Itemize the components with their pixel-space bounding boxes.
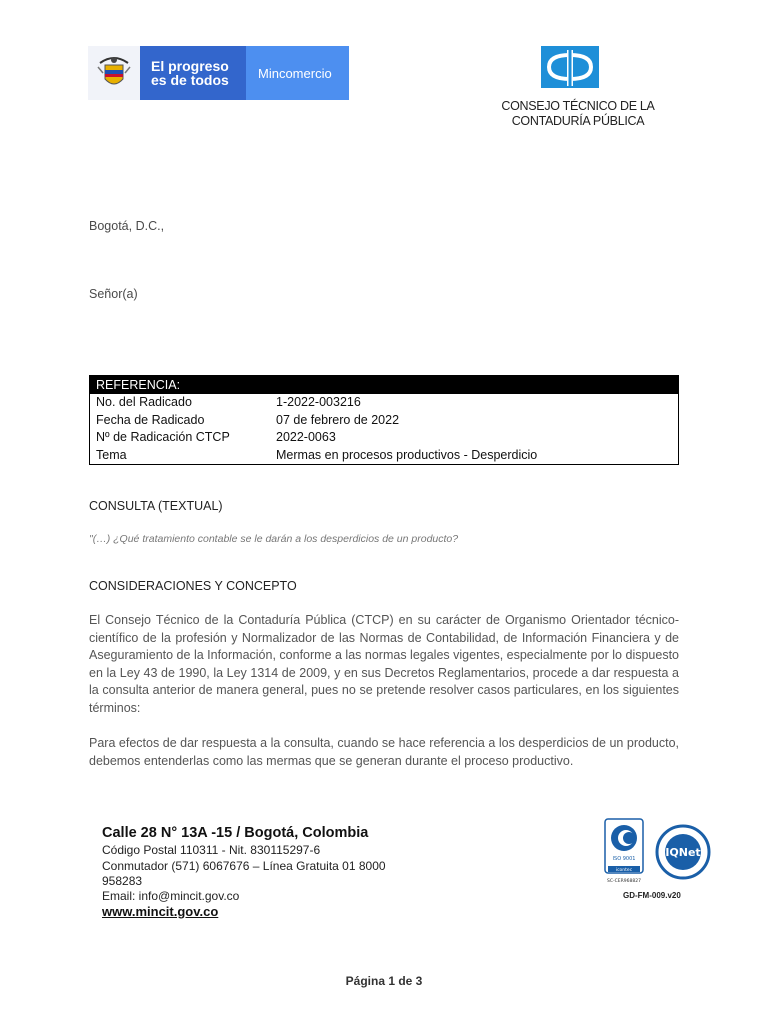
row-label: Nº de Radicación CTCP xyxy=(96,430,230,444)
government-logo xyxy=(88,46,349,100)
row-value: 2022-0063 xyxy=(276,430,336,444)
icontec-certification-icon xyxy=(604,818,644,886)
row-value: 1-2022-003216 xyxy=(276,395,361,409)
ctcp-name-line-2: CONTADURÍA PÚBLICA xyxy=(511,114,645,128)
footer-phone: Conmutador (571) 6067676 – Línea Gratuita 01 8000 xyxy=(102,859,386,873)
icontec-brand: icontec xyxy=(615,868,633,873)
consulta-heading: CONSULTA (TEXTUAL) xyxy=(89,499,223,513)
ministry-name: Mincomercio xyxy=(246,46,349,100)
consulta-quote: "(…) ¿Qué tratamiento contable se le darán a los desperdicios de un producto? xyxy=(89,533,459,545)
form-code: GD-FM-009.v20 xyxy=(623,891,681,900)
coat-of-arms-icon xyxy=(88,46,140,100)
reference-table xyxy=(89,375,679,465)
salutation: Señor(a) xyxy=(89,287,138,301)
footer-website-link[interactable]: www.mincit.gov.co xyxy=(102,904,219,919)
row-label: No. del Radicado xyxy=(96,395,192,409)
consideraciones-heading: CONSIDERACIONES Y CONCEPTO xyxy=(89,579,297,593)
reference-title: REFERENCIA: xyxy=(90,376,678,394)
slogan-line-2: es de todos xyxy=(151,72,229,88)
ctcp-name xyxy=(498,99,658,129)
ctcp-emblem-icon xyxy=(541,46,599,88)
location-line: Bogotá, D.C., xyxy=(89,219,165,233)
table-row xyxy=(90,429,678,447)
body-paragraph: Para efectos de dar respuesta a la consulta, cuando se hace referencia a los desperdicios de un producto, debemos entenderlas como las mermas que se generan durante el proceso productivo. xyxy=(89,736,679,768)
slogan xyxy=(140,46,246,100)
iso-label: ISO 9001 xyxy=(612,856,636,862)
footer-email: Email: info@mincit.gov.co xyxy=(102,889,240,903)
footer-phone-continued: 958283 xyxy=(102,874,143,888)
iqnet-label: IQNet xyxy=(665,846,701,859)
row-value: Mermas en procesos productivos - Desperdicio xyxy=(276,447,538,462)
table-row xyxy=(90,447,678,465)
row-label: Tema xyxy=(96,447,127,462)
row-label: Fecha de Radicado xyxy=(96,412,205,427)
table-row xyxy=(90,394,678,412)
table-row xyxy=(90,412,678,430)
iqnet-certification-icon xyxy=(655,824,711,880)
page-number: Página 1 de 3 xyxy=(345,974,423,988)
row-value: 07 de febrero de 2022 xyxy=(276,412,400,427)
slogan-line-1: El progreso xyxy=(151,58,229,74)
certificate-number: SC-CER968827 xyxy=(607,879,641,884)
ctcp-name-line-1: CONSEJO TÉCNICO DE LA xyxy=(501,99,655,113)
body-paragraph: El Consejo Técnico de la Contaduría Pública (CTCP) en su carácter de Organismo Orientador técnico-científico de la profesión y Normalizador de las Normas de Contabilidad, de Información Financiera y de Aseguramiento de la Información, conforme a las normas legales vigentes, especialmente por lo dispuesto en la Ley 43 de 1990, la Ley 1314 de 2009, y en sus Decretos Reglamentarios, procede a dar respuesta a la consulta anterior de manera general, pues no se pretende resolver casos particulares, en los siguientes términos: xyxy=(89,613,679,715)
footer-postal: Código Postal 110311 - Nit. 830115297-6 xyxy=(102,843,321,857)
footer-address: Calle 28 N° 13A -15 / Bogotá, Colombia xyxy=(102,825,369,841)
